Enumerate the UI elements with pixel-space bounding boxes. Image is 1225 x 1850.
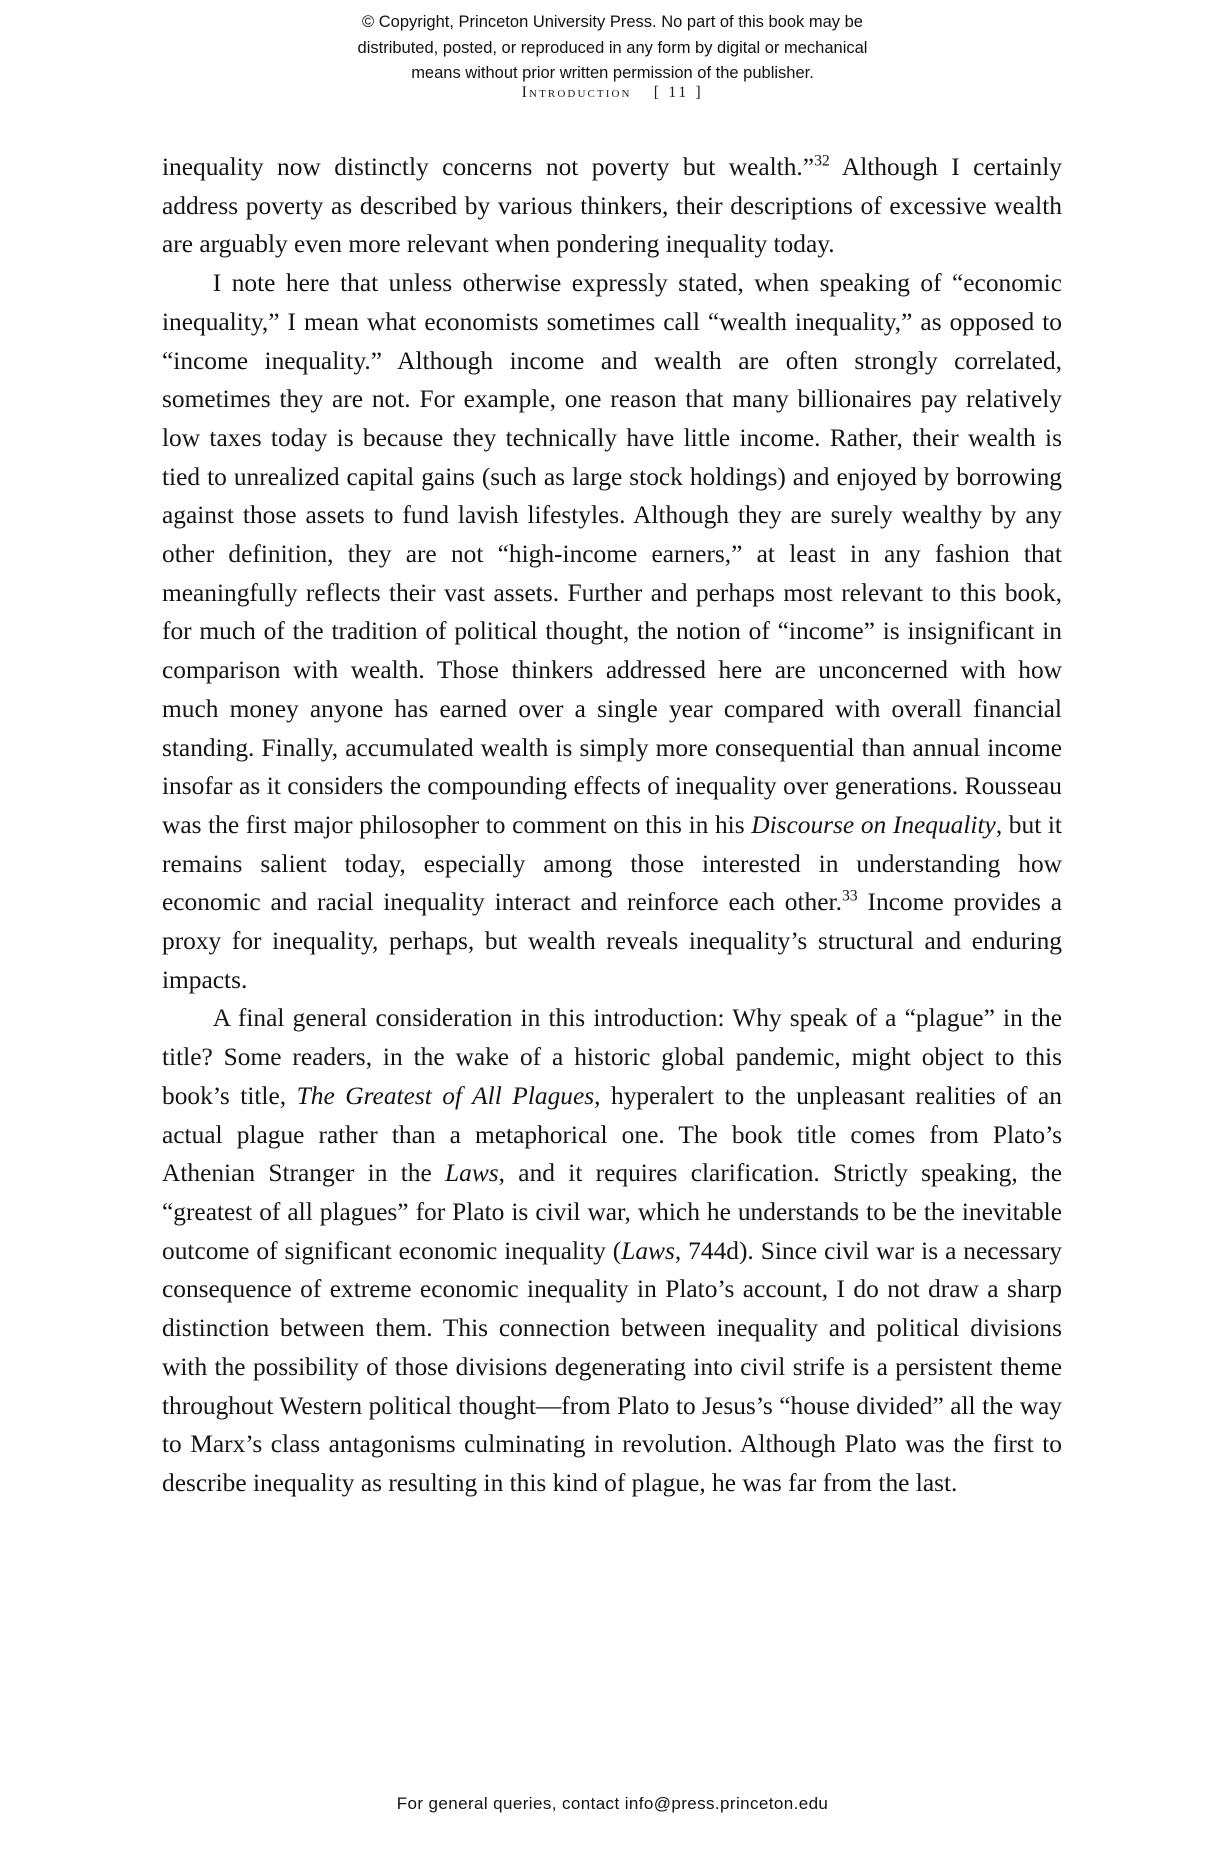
text-run: , hyperalert to the unpleasant realities of an actual plague rather than a metaphorical one. The book title comes from Plato’s Athenian Stranger in the: [162, 1081, 1062, 1188]
copyright-line-1: © Copyright, Princeton University Press. No part of this book may be: [362, 13, 863, 31]
italic-title: Laws: [621, 1236, 675, 1265]
running-head: [0, 84, 1225, 102]
italic-title: The Greatest of All Plagues: [296, 1081, 595, 1110]
paragraph: [162, 999, 1062, 1502]
text-run: I note here that unless otherwise expressly stated, when speaking of “economic inequality,” I mean what economists sometimes call “wealth inequality,” as opposed to “income inequality.” Although income and wealth are often strongly correlated, sometimes they are not. For example, one reason that many billionaires pay relatively low taxes today is because they technically have little income. Rather, their wealth is tied to unrealized capital gains (such as large stock holdings) and enjoyed by borrowing against those assets to fund lavish lifestyles. Although they are surely wealthy by any other definition, they are not “high-income earners,” at least in any fashion that meaningfully reflects their vast assets. Further and perhaps most relevant to this book, for much of the tradition of political thought, the notion of “income” is insignificant in comparison with wealth. Those thinkers addressed here are unconcerned with how much money anyone has earned over a single year compared with overall financial standing. Finally, accumulated wealth is simply more consequential than annual income insofar as it considers the compounding effects of inequality over generations. Rousseau was the first major philosopher to comment on this in his: [162, 269, 1062, 839]
text-run: , but it remains salient today, especially among those interested in understanding how economic and racial inequality interact and reinforce each other.: [162, 810, 1062, 917]
text-run: inequality now distinctly concerns not poverty but wealth.”: [162, 153, 815, 181]
copyright-notice: [0, 10, 1225, 87]
text-run: Income provides a proxy for inequality, perhaps, but wealth reveals inequality’s structural and enduring impacts.: [162, 888, 1063, 994]
text-run: , 744d). Since civil war is a necessary consequence of extreme economic inequality in Plato’s account, I do not draw a sharp distinction between them. This connection between inequality and political divisions with the possibility of those divisions degenerating into civil strife is a persistent theme throughout Western political thought—from Plato to Jesus’s “house divided” all the way to Marx’s class antagonisms culminating in revolution. Although Plato was the first to describe inequality as resulting in this kind of plague, he was far from the last.: [162, 1236, 1062, 1497]
italic-title: Laws: [445, 1159, 499, 1188]
page-number: [ 11 ]: [653, 84, 704, 101]
copyright-line-2: distributed, posted, or reproduced in any form by digital or mechanical: [357, 38, 868, 57]
italic-title: Discourse on Inequality: [751, 810, 996, 839]
body-text-column: [162, 148, 1062, 1503]
paragraph: [162, 264, 1062, 999]
footnote-marker: 33: [841, 887, 858, 905]
running-head-chapter-label: Introduction: [521, 84, 632, 101]
text-run: A final general consideration in this introduction: Why speak of a “plague” in the title? Some readers, in the wake of a historic global pandemic, might object to this book’s title,: [162, 1004, 1062, 1110]
text-run: Although I certainly address poverty as described by various thinkers, their descriptions of excessive wealth are arguably even more relevant when pondering inequality today.: [162, 153, 1063, 259]
footer-queries-note: For general queries, contact info@press.princeton.edu: [396, 1794, 829, 1813]
copyright-line-3: means without prior written permission of the publisher.: [411, 64, 814, 83]
text-run: , and it requires clarification. Strictly speaking, the “greatest of all plagues” for Plato is civil war, which he understands to be the inevitable outcome of significant economic inequality (: [162, 1159, 1062, 1265]
footnote-marker: 32: [814, 152, 830, 170]
paragraph: [162, 148, 1062, 264]
